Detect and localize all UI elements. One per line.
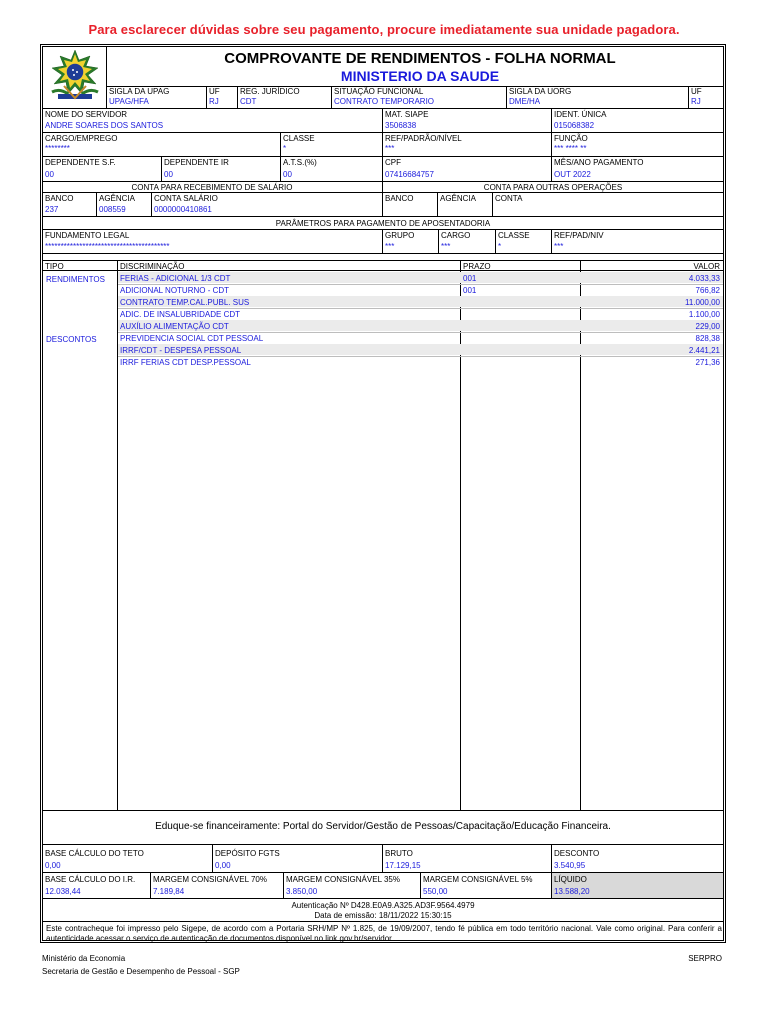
line-desc: ADICIONAL NOTURNO - CDT bbox=[120, 286, 230, 295]
dep-ir-label: DEPENDENTE IR bbox=[164, 158, 229, 167]
line-prazo: 001 bbox=[463, 286, 477, 295]
uf-value: RJ bbox=[209, 97, 219, 106]
emission-date: Data de emissão: 18/11/2022 15:30:15 bbox=[314, 911, 452, 920]
uf-label: UF bbox=[209, 87, 220, 96]
margem-5-value: 550,00 bbox=[423, 887, 448, 896]
conta-salario-header: CONTA PARA RECEBIMENTO DE SALÁRIO bbox=[131, 183, 293, 192]
type-rendimentos: RENDIMENTOS bbox=[46, 275, 105, 284]
footer-secretaria: Secretaria de Gestão e Desempenho de Pessoal - SGP bbox=[42, 967, 240, 976]
classe-label: CLASSE bbox=[283, 134, 315, 143]
banco2-label: BANCO bbox=[385, 194, 414, 203]
line-valor: 11.000,00 bbox=[685, 298, 720, 307]
document-title: COMPROVANTE DE RENDIMENTOS - FOLHA NORMAL bbox=[224, 50, 616, 67]
margem-70-value: 7.189,84 bbox=[153, 887, 185, 896]
dep-sf-value: 00 bbox=[45, 170, 54, 179]
agencia2-label: AGÊNCIA bbox=[440, 194, 477, 203]
liquido-value: 13.588,20 bbox=[554, 887, 590, 896]
ministry-name: MINISTERIO DA SAUDE bbox=[340, 68, 500, 84]
mat-siape-value: 3506838 bbox=[385, 121, 417, 130]
line-valor: 229,00 bbox=[695, 322, 720, 331]
line-desc: AUXÍLIO ALIMENTAÇÃO CDT bbox=[120, 322, 229, 331]
base-ir-value: 12.038,44 bbox=[45, 887, 81, 896]
conta-salario-value: 0000000410861 bbox=[154, 205, 212, 214]
line-valor: 4.033,33 bbox=[688, 274, 720, 283]
line-prazo: 001 bbox=[463, 274, 477, 283]
base-teto-value: 0,00 bbox=[45, 861, 61, 870]
param-header: PARÂMETROS PARA PAGAMENTO DE APOSENTADORIA bbox=[275, 219, 491, 228]
legal-note: Este contracheque foi impresso pelo Sigepe, de acordo com a Portaria SRH/MP Nº 1.825, de 19/09/2007, tendo fé pública em todo território nacional. Vale como original. Para conferir a autenticidade acessar o serviço de autenticação de documentos disponível no link gov.br/servidor. bbox=[46, 924, 722, 943]
funcao-value: *** **** ** bbox=[554, 144, 587, 153]
ats-value: 00 bbox=[283, 170, 292, 179]
col-prazo-header: PRAZO bbox=[463, 262, 491, 271]
line-valor: 766,82 bbox=[695, 286, 720, 295]
sigla-uorg-value: DME/HA bbox=[509, 97, 541, 106]
mes-ano-label: MÊS/ANO PAGAMENTO bbox=[554, 158, 644, 167]
line-valor: 828,38 bbox=[695, 334, 720, 343]
line-valor: 271,36 bbox=[695, 358, 720, 367]
col-tipo-header: TIPO bbox=[45, 262, 64, 271]
line-desc: PREVIDENCIA SOCIAL CDT PESSOAL bbox=[120, 334, 264, 343]
cargo-label: CARGO/EMPREGO bbox=[45, 134, 118, 143]
situacao-label: SITUAÇÃO FUNCIONAL bbox=[334, 87, 424, 96]
bruto-value: 17.129,15 bbox=[385, 861, 421, 870]
classe-value: * bbox=[283, 144, 287, 153]
uf2-value: RJ bbox=[691, 97, 701, 106]
desconto-label: DESCONTO bbox=[554, 849, 600, 858]
situacao-value: CONTRATO TEMPORARIO bbox=[334, 97, 435, 106]
banco-label: BANCO bbox=[45, 194, 74, 203]
sigla-upag-label: SIGLA DA UPAG bbox=[109, 87, 170, 96]
margem-5-label: MARGEM CONSIGNÁVEL 5% bbox=[423, 875, 533, 884]
line-desc: IRRF/CDT - DESPESA PESSOAL bbox=[120, 346, 242, 355]
line-desc: ADIC. DE INSALUBRIDADE CDT bbox=[120, 310, 241, 319]
financial-education-note: Eduque-se financeiramente: Portal do Servidor/Gestão de Pessoas/Capacitação/Educação Financeira. bbox=[155, 821, 611, 832]
fundamento-label: FUNDAMENTO LEGAL bbox=[45, 231, 130, 240]
margem-35-label: MARGEM CONSIGNÁVEL 35% bbox=[286, 875, 400, 884]
dep-sf-label: DEPENDENTE S.F. bbox=[45, 158, 116, 167]
line-valor: 1.100,00 bbox=[688, 310, 720, 319]
ref-value: *** bbox=[385, 144, 395, 153]
grupo-value: *** bbox=[385, 242, 395, 251]
conta-outras-header: CONTA PARA OUTRAS OPERAÇÕES bbox=[483, 183, 623, 192]
nome-value: ANDRE SOARES DOS SANTOS bbox=[45, 121, 164, 130]
authentication-block bbox=[42, 901, 724, 921]
uf2-label: UF bbox=[691, 87, 702, 96]
sigla-uorg-label: SIGLA DA UORG bbox=[509, 87, 572, 96]
margem-70-label: MARGEM CONSIGNÁVEL 70% bbox=[153, 875, 267, 884]
dep-ir-value: 00 bbox=[164, 170, 173, 179]
sigla-upag-value: UPAG/HFA bbox=[109, 97, 149, 106]
nome-label: NOME DO SERVIDOR bbox=[45, 110, 128, 119]
ident-label: IDENT. ÚNICA bbox=[554, 110, 607, 119]
agencia-label: AGÊNCIA bbox=[99, 194, 136, 203]
conta-salario-label: CONTA SALÁRIO bbox=[154, 194, 218, 203]
line-desc: FERIAS - ADICIONAL 1/3 CDT bbox=[120, 274, 231, 283]
refpad-value: *** bbox=[554, 242, 564, 251]
desconto-value: 3.540,95 bbox=[554, 861, 586, 870]
grupo-label: GRUPO bbox=[385, 231, 415, 240]
cpf-label: CPF bbox=[385, 158, 401, 167]
cargo2-value: *** bbox=[441, 242, 451, 251]
line-valor: 2.441,21 bbox=[688, 346, 720, 355]
margem-35-value: 3.850,00 bbox=[286, 887, 318, 896]
brazil-coat-of-arms-icon bbox=[46, 48, 104, 106]
reg-juridico-label: REG. JURÍDICO bbox=[240, 87, 300, 96]
banco-value: 237 bbox=[45, 205, 59, 214]
classe2-value: * bbox=[498, 242, 502, 251]
funcao-label: FUNÇÃO bbox=[554, 134, 588, 143]
fgts-label: DEPÓSITO FGTS bbox=[215, 849, 280, 858]
mat-siape-label: MAT. SIAPE bbox=[385, 110, 429, 119]
footer-serpro: SERPRO bbox=[688, 954, 722, 963]
type-descontos: DESCONTOS bbox=[46, 335, 97, 344]
base-teto-label: BASE CÁLCULO DO TETO bbox=[45, 849, 144, 858]
fundamento-value: **************************************** bbox=[45, 242, 170, 251]
footer-ministry: Ministério da Economia bbox=[42, 954, 126, 963]
refpad-label: REF/PAD/NIV bbox=[554, 231, 604, 240]
fgts-value: 0,00 bbox=[215, 861, 231, 870]
conta2-label: CONTA bbox=[495, 194, 523, 203]
cargo-value: ******** bbox=[45, 144, 70, 153]
cargo2-label: CARGO bbox=[441, 231, 471, 240]
ref-label: REF/PADRÃO/NÍVEL bbox=[385, 134, 462, 143]
reg-juridico-value: CDT bbox=[240, 97, 257, 106]
classe2-label: CLASSE bbox=[498, 231, 530, 240]
bruto-label: BRUTO bbox=[385, 849, 413, 858]
authentication-code: Autenticação Nº D428.E0A9.A325.AD3F.9564.4979 bbox=[291, 901, 475, 910]
line-desc: IRRF FERIAS CDT DESP.PESSOAL bbox=[120, 358, 251, 367]
agencia-value: 008559 bbox=[99, 205, 126, 214]
col-discriminacao-header: DISCRIMINAÇÃO bbox=[120, 262, 185, 271]
ats-label: A.T.S.(%) bbox=[283, 158, 317, 167]
line-desc: CONTRATO TEMP.CAL.PUBL. SUS bbox=[120, 298, 250, 307]
base-ir-label: BASE CÁLCULO DO I.R. bbox=[45, 875, 136, 884]
mes-ano-value: OUT 2022 bbox=[554, 170, 591, 179]
cpf-value: 07416684757 bbox=[385, 170, 434, 179]
top-warning: Para esclarecer dúvidas sobre seu pagamento, procure imediatamente sua unidade pagadora. bbox=[88, 22, 680, 37]
ident-value: 015068382 bbox=[554, 121, 595, 130]
col-valor-header: VALOR bbox=[693, 262, 720, 271]
liquido-label: LÍQUIDO bbox=[554, 875, 587, 884]
